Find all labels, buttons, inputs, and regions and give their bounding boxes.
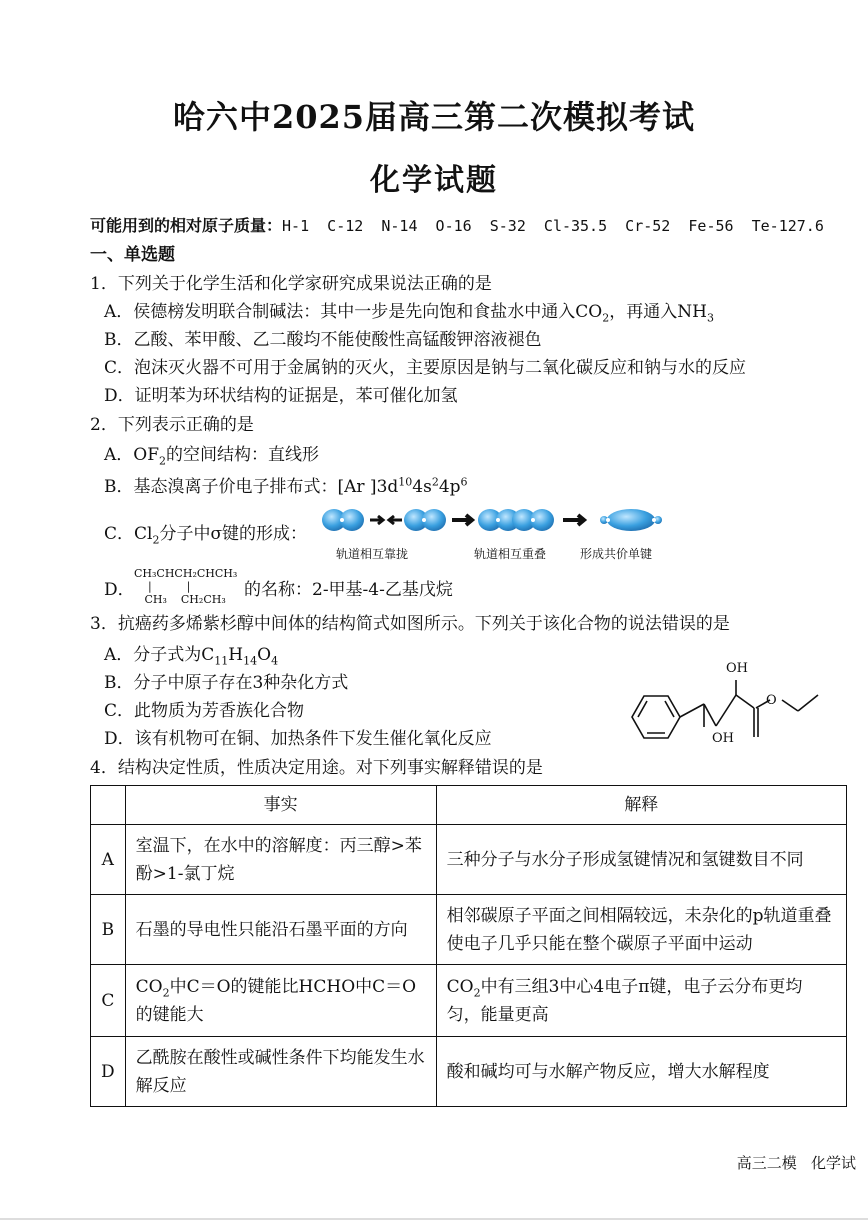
atomic-mass-values: H-1 C-12 N-14 O-16 S-32 Cl-35.5 Cr-52 Fe-56 Te-127.6 [282,217,824,235]
ester-oxygen-label: O [766,693,777,708]
orbital-approach-left [322,509,364,531]
alkane-structure: CH₃CHCH₂CHCH₃ | | CH₃ CH₂CH₃ [134,567,238,606]
row-explanation: $CO_2$中有三组3中心4电子π键，电子云分布更均匀，能量更高 [436,965,846,1037]
row-fact: 乙酰胺在酸性或碱性条件下均能发生水解反应 [125,1037,436,1107]
orbital-approach-right [404,509,446,531]
table-header-row [91,786,847,825]
row-fact: $CO_2$中C＝O的键能比HCHO中C＝O的键能大 [125,965,436,1037]
row-label: C [91,965,126,1037]
arrow-icon [563,515,584,525]
row-explanation: 酸和碱均可与水解产物反应，增大水解程度 [436,1037,846,1107]
diagram-caption-2: 轨道相互重叠 [474,547,547,561]
q2-option-a: A．$OF_2$的空间结构：直线形 [104,445,320,468]
covalent-bond-orbital [600,509,662,531]
table-header-blank [91,786,126,825]
sigma-bond-diagram [320,503,670,539]
q1-option-d: D．证明苯为环状结构的证据是，苯可催化加氢 [104,386,458,406]
arrow-right-icon [370,516,383,524]
q1-option-b: B．乙酸、苯甲酸、乙二酸均不能使酸性高锰酸钾溶液褪色 [104,330,542,350]
row-fact: 石墨的导电性只能沿石墨平面的方向 [125,895,436,965]
atomic-mass-label: 可能用到的相对原子质量： [90,216,283,235]
q3-option-b: B．分子中原子存在3种杂化方式 [104,673,349,693]
facts-table [90,785,847,1107]
q2-option-d-label: D． [104,580,135,600]
diagram-caption-3: 形成共价单键 [580,547,653,561]
q2-option-c: C．$Cl_2$分子中σ键的形成： [104,524,308,547]
orbital-overlap [478,509,554,531]
q3-option-a: A．分子式为$C_{11}H_{14}O_4$ [104,645,279,668]
atomic-mass-line [90,214,824,238]
table-row [91,965,847,1037]
row-label: A [91,825,126,895]
page-footer: 高三二模 化学试 [736,1154,856,1172]
row-explanation: 三种分子与水分子形成氢键情况和氢键数目不同 [436,825,846,895]
exam-title: 哈六中2025届高三第二次模拟考试 [172,98,696,136]
arrow-left-icon [389,516,402,524]
row-label: D [91,1037,126,1107]
q2-option-d-text: 的名称：2-甲基-4-乙基戊烷 [244,580,453,600]
bottom-divider [0,1218,868,1220]
q1-stem: 1．下列关于化学生活和化学家研究成果说法正确的是 [90,274,492,294]
row-fact: 室温下，在水中的溶解度：丙三醇>苯酚>1-氯丁烷 [125,825,436,895]
diagram-caption-1: 轨道相互靠拢 [336,547,409,561]
q2-option-b: B．基态溴离子价电子排布式：[Ar ]$3d^{10}4s^24p^6$ [104,475,468,497]
row-label: B [91,895,126,965]
hydroxyl-bottom-label: OH [712,731,734,746]
section-heading: 一、单选题 [90,245,175,265]
q3-stem: 3．抗癌药多烯紫杉醇中间体的结构简式如图所示。下列关于该化合物的说法错误的是 [90,614,730,634]
arrow-icon [452,515,472,525]
table-row [91,825,847,895]
q1-option-c: C．泡沫灭火器不可用于金属钠的灭火，主要原因是钠与二氧化碳反应和钠与水的反应 [104,358,747,378]
table-header-explanation: 解释 [436,786,846,825]
q3-option-c: C．此物质为芳香族化合物 [104,701,305,721]
table-header-fact: 事实 [125,786,436,825]
hydroxyl-top-label: OH [726,661,748,676]
table-row [91,1037,847,1107]
exam-subtitle: 化学试题 [370,163,498,198]
table-row [91,895,847,965]
q2-stem: 2．下列表示正确的是 [90,415,254,435]
q1-option-a: A．侯德榜发明联合制碱法：其中一步是先向饱和食盐水中通入$CO_2$，再通入$NH_3$ [104,302,714,325]
q3-option-d: D．该有机物可在铜、加热条件下发生催化氧化反应 [104,729,492,749]
q4-stem: 4．结构决定性质，性质决定用途。对下列事实解释错误的是 [90,758,543,778]
row-explanation: 相邻碳原子平面之间相隔较远，未杂化的p轨道重叠使电子几乎只能在整个碳原子平面中运动 [436,895,846,965]
